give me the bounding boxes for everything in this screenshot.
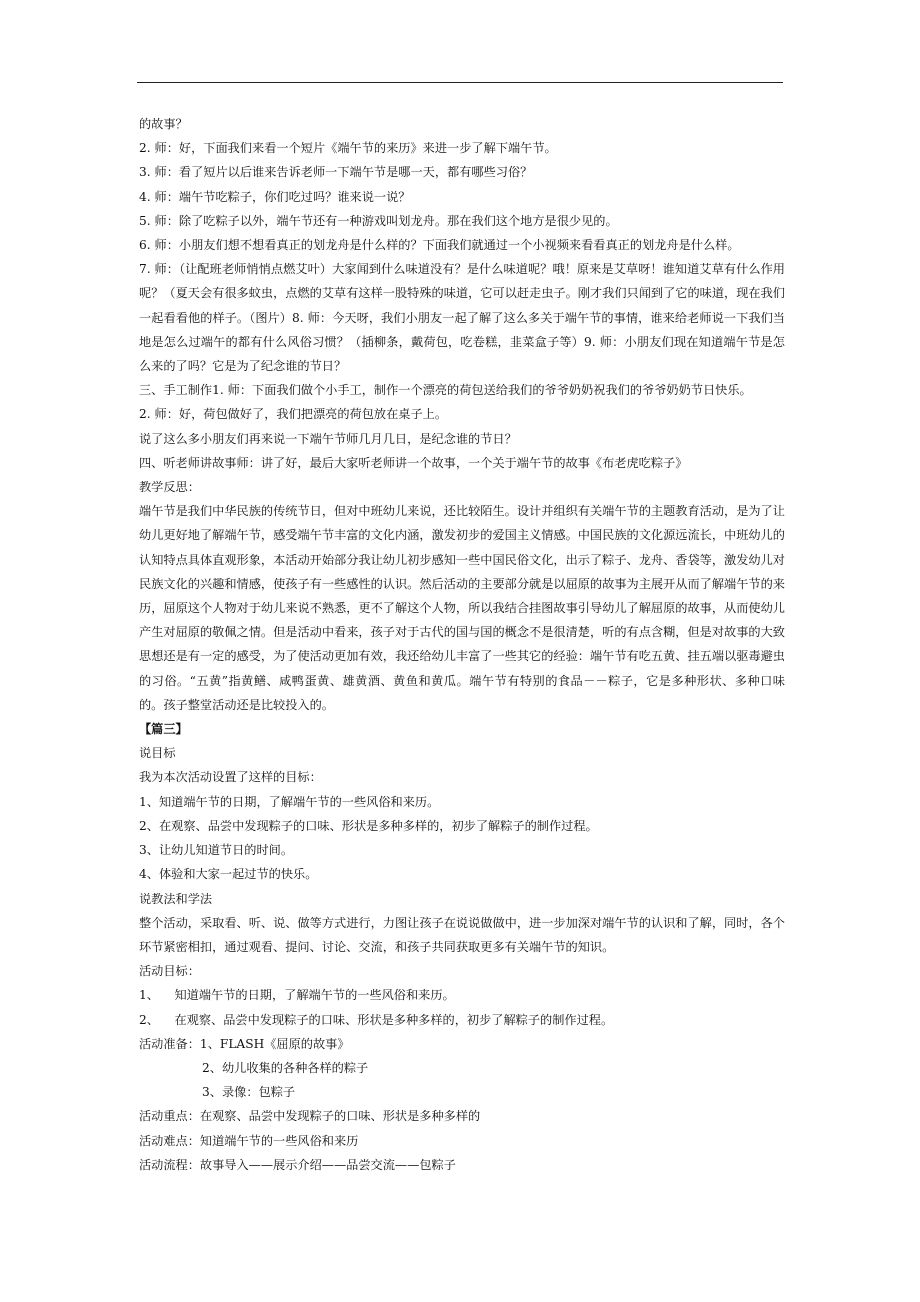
paragraph: 三、手工制作1. 师：下面我们做个小手工，制作一个漂亮的荷包送给我们的爷爷奶奶祝我们的爷爷奶奶节日快乐。: [139, 383, 752, 398]
paragraph: 说了这么多小朋友们再来说一下端午节师几月几日，是纪念谁的节日？: [139, 431, 517, 446]
paragraph: 的故事？: [139, 117, 188, 131]
header-rule: [137, 82, 783, 83]
paragraph: 2. 师：好，下面我们来看一个短片《端午节的来历》来进一步了解下端午节。: [139, 141, 557, 156]
activity-goal-item: 2、 在观察、品尝中发现粽子的口味、形状是多种多样的，初步了解粽子的制作过程。: [139, 1012, 614, 1027]
activity-goal-item: 1、 知道端午节的日期，了解端午节的一些风俗和来历。: [139, 988, 455, 1003]
paragraph: 6. 师：小朋友们想不想看真正的划龙舟是什么样的？下面我们就通过一个小视频来看看真正的划龙舟是什么样。: [139, 238, 740, 253]
teaching-reflection-body: 端午节是我们中华民族的传统节日，但对中班幼儿来说，还比较陌生。设计并组织有关端午节的主题教育活动，是为了让幼儿更好地了解端午节，感受端午节丰富的文化内涵，激发初步的爱国主义情感。中国民族的文化源远流长，中班幼儿的认知特点具体直观形象，本活动开始部分我让幼儿初步感知一些中国民俗文化，出示了粽子、龙舟、香袋等，激发幼儿对民族文化的兴趣和情感，使孩子有一些感性的认识。然后活动的主要部分就是以屈原的故事为主展开从而了解端午节的来历，屈原这个人物对于幼儿来说不熟悉，更不了解这个人物，所以我结合挂图故事引导幼儿了解屈原的故事，从而使幼儿产生对屈原的敬佩之情。但是活动中看来，孩子对于古代的国与国的概念不是很清楚，听的有点含糊，但是对故事的大致思想还是有一定的感受，为了使活动更加有效，我还给幼儿丰富了一些其它的经验：端午节有吃五黄、挂五端以驱毒避虫的习俗。“五黄”指黄鳝、咸鸭蛋黄、雄黄酒、黄鱼和黄瓜。端午节有特别的食品－－粽子，它是多种形状、多种口味的。孩子整堂活动还是比较投入的。: [139, 504, 785, 712]
paragraph: 说教法和学法: [139, 891, 213, 906]
preparation-item: 活动准备：1、FLASH《屈原的故事》: [139, 1036, 350, 1051]
paragraph: 我为本次活动设置了这样的目标：: [139, 770, 322, 785]
paragraph: 3. 师：看了短片以后谁来告诉老师一下端午节是哪一天，都有哪些习俗？: [139, 165, 533, 180]
paragraph: 5. 师：除了吃粽子以外，端午节还有一种游戏叫划龙舟。那在我们这个地方是很少见的。: [139, 213, 618, 228]
paragraph: 2. 师：好，荷包做好了，我们把漂亮的荷包放在桌子上。: [139, 407, 448, 422]
goal-item: 3、让幼儿知道节日的时间。: [139, 843, 294, 858]
goal-item: 4、体验和大家一起过节的快乐。: [139, 867, 318, 882]
paragraph: 说目标: [139, 746, 176, 761]
paragraph: 活动重点：在观察、品尝中发现粽子的口味、形状是多种多样的: [139, 1109, 481, 1124]
section-heading: 【篇三】: [139, 722, 188, 737]
goal-item: 1、知道端午节的日期，了解端午节的一些风俗和来历。: [139, 794, 440, 809]
paragraph: 活动流程：故事导入——展示介绍——品尝交流——包粽子: [139, 1157, 456, 1172]
paragraph: 四、听老师讲故事师：讲了好，最后大家听老师讲一个故事，一个关于端午节的故事《布老虎吃粽子》: [139, 455, 688, 470]
preparation-item: 3、录像：包粽子: [202, 1085, 296, 1100]
paragraph: 4. 师：端午节吃粽子，你们吃过吗？谁来说一说？: [139, 189, 411, 204]
paragraph: 整个活动，采取看、听、说、做等方式进行，力图让孩子在说说做做中，进一步加深对端午节的认识和了解，同时，各个环节紧密相扣，通过观看、提问、讨论、交流，和孩子共同获取更多有关端午节的知识。: [139, 915, 785, 954]
paragraph: 7. 师：（让配班老师悄悄点燃艾叶）大家闻到什么味道没有？是什么味道呢？哦！原来是艾草呀！谁知道艾草有什么作用呢？（夏天会有很多蚊虫，点燃的艾草有这样一股特殊的味道，它可以赶走虫子。刚才我们只闻到了它的味道，现在我们一起看看他的样子。（图片）8. 师：今天呀，我们小朋友一起了解了这么多关于端午节的事情，谁来给老师说一下我们当地是怎么过端午的都有什么风俗习惯？（插柳条，戴荷包，吃卷糕，韭菜盒子等）9. 师：小朋友们现在知道端午节是怎么来的了吗？它是为了纪念谁的节日？: [139, 262, 785, 374]
paragraph: 活动难点：知道端午节的一些风俗和来历: [139, 1133, 359, 1148]
document-body: [139, 112, 785, 1177]
goal-item: 2、在观察、品尝中发现粽子的口味、形状是多种多样的，初步了解粽子的制作过程。: [139, 818, 598, 833]
preparation-item: 2、幼儿收集的各种各样的粽子: [202, 1060, 369, 1075]
teaching-reflection-heading: 教学反思：: [139, 480, 200, 495]
paragraph: 活动目标：: [139, 964, 200, 979]
